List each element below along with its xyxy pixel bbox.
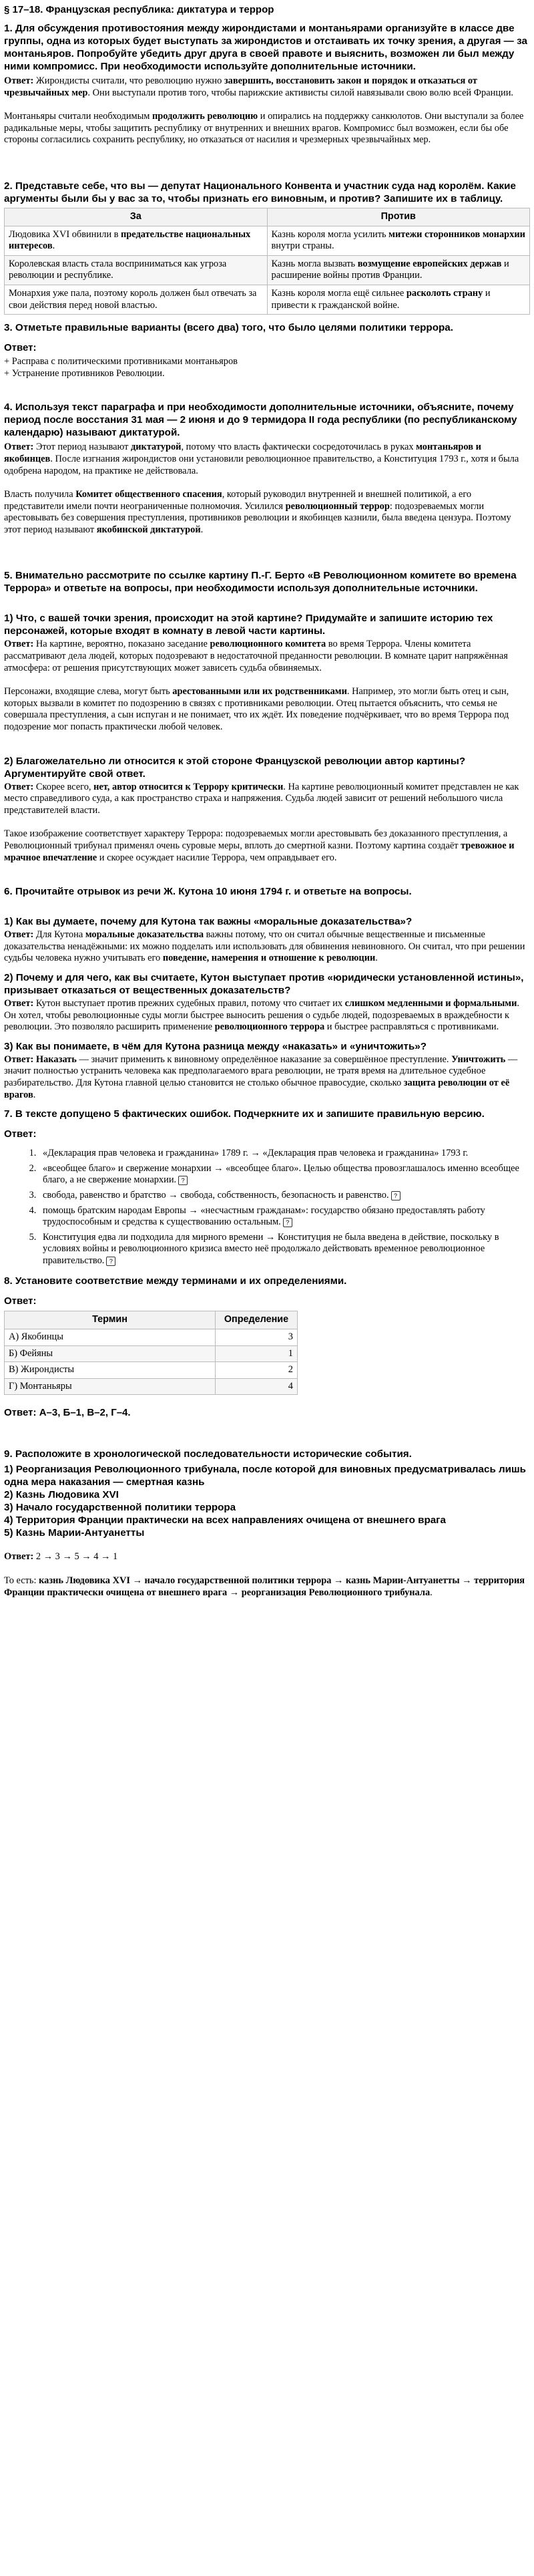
question-3: 3. Отметьте правильные варианты (всего два) того, что было целями политики террора. bbox=[4, 322, 453, 334]
question-4: 4. Используя текст параграфа и при необходимости дополнительные источники, объясните, почему период после восстания 31 мая — 2 июня и до 9 термидора II года республики (по республиканскому календарю) называют диктатурой. bbox=[4, 401, 517, 439]
text: Жирондисты считали, что революцию нужно bbox=[33, 75, 224, 86]
bold-text: Наказать bbox=[35, 1054, 77, 1065]
question-7: 7. В тексте допущено 5 фактических ошибок. Подчеркните их и запишите правильную версию. bbox=[4, 1108, 485, 1120]
q8-final-answer: Ответ: А–3, Б–1, В–2, Г–4. bbox=[4, 1407, 131, 1419]
column-header-against: Против bbox=[267, 208, 530, 226]
text: . bbox=[430, 1587, 433, 1598]
column-header-definition: Определение bbox=[216, 1311, 298, 1329]
q5-subquestion-2: 2) Благожелательно ли относится к этой стороне Французской революции автор картины? Аргументируйте свой ответ. bbox=[4, 755, 466, 780]
question-1: 1. Для обсуждения противостояния между жирондистами и монтаньярами организуйте в классе две группы, одна из которых будет выступать за жирондистов и отстаивать их точку зрения, а другая — за монтаньяров. Попробуйте убедить друг друга в своей правоте и выяснить, возможен ли был между ними компромисс. При необходимости используйте дополнительные источники. bbox=[4, 23, 527, 72]
list-item bbox=[39, 1148, 530, 1160]
table-row bbox=[5, 226, 530, 255]
q4-answer-para-2 bbox=[4, 489, 530, 536]
q6-s1-answer bbox=[4, 929, 530, 965]
answer-label: Ответ: bbox=[4, 997, 34, 1009]
answer-label: Ответ: bbox=[4, 442, 34, 453]
q4-answer-para-1 bbox=[4, 442, 530, 477]
table-cell-for bbox=[5, 226, 268, 255]
q5-s1-para-1 bbox=[4, 639, 530, 674]
table-row bbox=[5, 1362, 298, 1379]
definition-cell: 2 bbox=[216, 1362, 298, 1379]
list-item bbox=[39, 1232, 530, 1267]
q6-s3-answer bbox=[4, 1054, 530, 1101]
list-item: + Расправа с политическими противниками монтаньяров bbox=[4, 356, 238, 367]
text: внутри страны. bbox=[271, 240, 334, 252]
bold-text: тревожное и мрачное впечатление bbox=[4, 840, 515, 863]
bold-text: расколоть страну bbox=[406, 287, 483, 299]
list-item: 4) Территория Франции практически на всех направлениях очищена от внешнего врага bbox=[4, 1514, 446, 1526]
answer-label: Ответ: bbox=[4, 75, 34, 86]
answer-label: Ответ: bbox=[4, 929, 34, 941]
text: Этот период называют bbox=[33, 442, 131, 453]
definition-cell: 1 bbox=[216, 1345, 298, 1362]
q1-answer-para-1 bbox=[4, 75, 530, 99]
text: «всеобщее благо» и свержение монархии → «всеобщее благо». Целью общества провозглашалось именно всеобщее благо, а не свержение монархии. bbox=[43, 1162, 519, 1186]
column-header-for: За bbox=[5, 208, 268, 226]
column-header-term: Термин bbox=[5, 1311, 216, 1329]
page-title: § 17–18. Французская республика: диктатура и террор bbox=[4, 4, 274, 15]
text: Людовика XVI обвинили в bbox=[9, 228, 121, 240]
definition-cell: 4 bbox=[216, 1378, 298, 1395]
bold-text: поведение, намерения и отношение к революции bbox=[162, 953, 376, 964]
help-icon[interactable]: ? bbox=[178, 1176, 188, 1185]
answer-label: Ответ: bbox=[4, 781, 34, 792]
bold-text: завершить, восстановить закон и порядок и отказаться от чрезвычайных мер bbox=[4, 75, 477, 98]
text: помощь братским народам Европы → «несчастным гражданам»: государство обязано предоставлять работу трудоспособным и средства к существованию остальным. bbox=[43, 1204, 485, 1228]
bold-text: монтаньяров и якобинцев bbox=[4, 442, 481, 464]
term-cell: А) Якобинцы bbox=[5, 1329, 216, 1346]
help-icon[interactable]: ? bbox=[391, 1191, 400, 1200]
list-item bbox=[39, 1190, 530, 1202]
term-cell: Г) Монтаньяры bbox=[5, 1378, 216, 1395]
text: То есть: bbox=[4, 1575, 39, 1587]
table-row bbox=[5, 1378, 298, 1395]
text: «Декларация прав человека и гражданина» 1789 г. → «Декларация прав человека и гражданина» 1793 г. bbox=[43, 1148, 469, 1159]
text: На картине, вероятно, показано заседание bbox=[33, 639, 210, 650]
list-item bbox=[39, 1205, 530, 1229]
text: . Он хотел, чтобы революционные суды могли быстрее выносить решения о судьбе людей, подозреваемых в враждебности к революции. Это позволяло расширить применение bbox=[4, 997, 520, 1033]
list-item: 5) Казнь Марии-Антуанетты bbox=[4, 1527, 145, 1539]
definition-cell: 3 bbox=[216, 1329, 298, 1346]
bold-text: слишком медленными и формальными bbox=[344, 997, 517, 1009]
bold-text: моральные доказательства bbox=[85, 929, 204, 941]
text: Для Кутона bbox=[33, 929, 85, 941]
text: и расширение войны против Франции. bbox=[271, 258, 509, 281]
text: Конституция едва ли подходила для мирного времени → Конституция не была введена в действие, поскольку в условиях войны и революционного кризиса вместо неё продолжало действовать временное революционное правительство. bbox=[43, 1231, 499, 1266]
text: Монархия уже пала, поэтому король должен был отвечать за свои действия перед новой властью. bbox=[9, 287, 257, 311]
bold-text: Комитет общественного спасения bbox=[75, 489, 222, 500]
text: во время Террора. Члены комитета рассматривают дела людей, которых подозревают в недостаточной преданности революции. В комнате царит напряжённая атмосфера: от решения присутствующих может зависеть судьба обвиняемых. bbox=[4, 639, 508, 673]
table-row bbox=[5, 285, 530, 314]
text: Казнь короля могла ещё сильнее bbox=[271, 287, 407, 299]
text: свобода, равенство и братство → свобода, собственность, безопасность и равенство. bbox=[43, 1189, 389, 1200]
text: — значит применить к виновному определённое наказание за совершённое преступление. bbox=[76, 1054, 452, 1065]
text: 2 → 3 → 5 → 4 → 1 bbox=[33, 1551, 118, 1563]
text: : подозреваемых могли арестовывать без совершения преступления, противников революции и якобинцев казнили, была введена цензура. Поэтому этот период называют bbox=[4, 500, 511, 535]
table-cell-for bbox=[5, 285, 268, 314]
table-cell-for bbox=[5, 255, 268, 285]
q6-s2-answer bbox=[4, 998, 530, 1033]
text: и скорее осуждает насилие Террора, чем оправдывает его. bbox=[97, 852, 337, 863]
term-cell: В) Жирондисты bbox=[5, 1362, 216, 1379]
text: . После изгнания жирондистов они установили революционное правительство, а Конституция 1793 г., хотя и была одобрена народом, на практике не действовала. bbox=[4, 453, 519, 476]
bold-text: продолжить революцию bbox=[152, 111, 258, 122]
text: , потому что власть фактически сосредоточилась в руках bbox=[181, 442, 417, 453]
q6-subquestion-1: 1) Как вы думаете, почему для Кутона так важны «моральные доказательства»? bbox=[4, 916, 413, 928]
table-row bbox=[5, 1329, 298, 1346]
text: . bbox=[200, 524, 204, 535]
text: Кутон выступает против прежних судебных правил, потому что считает их bbox=[33, 997, 345, 1009]
help-icon[interactable]: ? bbox=[106, 1257, 115, 1266]
bold-text: революционный террор bbox=[285, 500, 390, 512]
bold-text: возмущение европейских держав bbox=[357, 258, 502, 269]
text: и быстрее расправляться с противниками. bbox=[324, 1021, 499, 1033]
bold-text: нет, автор относится к Террору критически bbox=[93, 781, 284, 792]
text: . bbox=[375, 953, 378, 964]
bold-text: защита революции от её врагов bbox=[4, 1077, 510, 1100]
bold-text: предательстве национальных интересов bbox=[9, 228, 251, 252]
answer-label: Ответ: bbox=[4, 342, 37, 354]
arguments-table bbox=[4, 208, 530, 315]
term-cell: Б) Фейяны bbox=[5, 1345, 216, 1362]
text: важны потому, что он считал обычные вещественные и письменные доказательства ненадёжными: их можно подделать или использовать для обвинения невиновного. Он считал, что при решении судьбы человека нужно учитывать его bbox=[4, 929, 525, 964]
text: Королевская власть стала восприниматься как угроза революции и республике. bbox=[9, 258, 227, 281]
bold-text: арестованными или их родственниками bbox=[172, 686, 347, 697]
q5-subquestion-1: 1) Что, с вашей точки зрения, происходит на этой картине? Придумайте и запишите историю тех персонажей, которые входят в комнату в левой части картины. bbox=[4, 613, 493, 637]
table-cell-against bbox=[267, 226, 530, 255]
q9-events-list bbox=[4, 1463, 530, 1539]
q5-s1-para-2 bbox=[4, 686, 530, 733]
q3-answer-list bbox=[4, 356, 530, 379]
text: . На картине революционный комитет представлен не как место справедливого суда, а как пространство страха и напряжения. Судьба людей зависит от решений небольшого числа представителей власти. bbox=[4, 781, 519, 816]
table-row bbox=[5, 255, 530, 285]
answer-label: Ответ: bbox=[4, 1295, 37, 1307]
text: . Например, это могли быть отец и сын, которых вызвали в комитет по подозрению в связях с противниками революции. Отец пытается объяснить, что семья не совершала преступления, а сын испуган и не понимает, что их ждёт. Их поведение подчёркивает, что во время Террора под подозрение мог попасть практически любой человек. bbox=[4, 686, 509, 733]
bold-text: казнь Людовика XVI → начало государственной политики террора → казнь Марии-Антуанетты → территория Франции практически очищена от внешнего врага → реорганизация Революционного трибунала bbox=[4, 1575, 525, 1598]
text: Казнь могла вызвать bbox=[271, 258, 358, 269]
text: Такое изображение соответствует характеру Террора: подозреваемых могли арестовывать без доказанного преступления, а Революционный трибунал применял очень суровые меры, вплоть до смертной казни. Поэтому картина создаёт bbox=[4, 828, 508, 851]
list-item: 1) Реорганизация Революционного трибунала, после которой для виновных предусматривалась лишь одна мера наказания — смертная казнь bbox=[4, 1464, 526, 1488]
text: Власть получила bbox=[4, 489, 76, 500]
question-6: 6. Прочитайте отрывок из речи Ж. Кутона 10 июня 1794 г. и ответьте на вопросы. bbox=[4, 886, 412, 898]
matching-table bbox=[4, 1311, 298, 1395]
list-item: 3) Начало государственной политики террора bbox=[4, 1502, 236, 1514]
table-cell-against bbox=[267, 255, 530, 285]
q9-answer bbox=[4, 1551, 530, 1563]
text: , который руководил внутренней и внешней политикой, а его представители имели почти неограниченные полномочия. Усилился bbox=[4, 489, 472, 512]
question-8: 8. Установите соответствие между терминами и их определениями. bbox=[4, 1275, 347, 1287]
question-5: 5. Внимательно рассмотрите по ссылке картину П.-Г. Берто «В Революционном комитете во времена Террора» и ответьте на вопросы, при необходимости используя дополнительные источники. bbox=[4, 570, 517, 595]
q9-summary bbox=[4, 1575, 530, 1599]
q6-subquestion-2: 2) Почему и для чего, как вы считаете, Кутон выступает против «юридически установленной истины», призывает отказаться от вещественных доказательств? bbox=[4, 971, 524, 996]
bold-text: митежи сторонников монархии bbox=[388, 228, 525, 240]
question-2: 2. Представьте себе, что вы — депутат Национального Конвента и участник суда над королём. Какие аргументы были бы у вас за то, чтобы признать его виновным, и против? Запишите их в таблицу. bbox=[4, 180, 516, 204]
answer-label: Ответ: bbox=[4, 1054, 34, 1065]
text: Монтаньяры считали необходимым bbox=[4, 111, 153, 122]
text: Скорее всего, bbox=[33, 781, 94, 792]
text: . bbox=[52, 240, 55, 252]
text: . Они выступали против того, чтобы парижские активисты силой навязывали свою волю всей Франции. bbox=[87, 87, 514, 98]
list-item: + Устранение противников Революции. bbox=[4, 367, 165, 379]
list-item: 2) Казнь Людовика XVI bbox=[4, 1489, 119, 1501]
bold-text: Уничтожить bbox=[451, 1054, 506, 1065]
bold-text: революционного террора bbox=[214, 1021, 325, 1033]
text: и опирались на поддержку санкюлотов. Они выступали за более радикальные меры, чтобы защитить республику от внутренних и внешних врагов. Компромисс был возможен, если бы обе стороны согласились сохранить республику, но отказаться от насилия и чрезмерных чрезвычайных мер. bbox=[4, 111, 524, 146]
text: Казнь короля могла усилить bbox=[271, 228, 389, 240]
q5-s2-para-1 bbox=[4, 782, 530, 817]
text: . bbox=[33, 1089, 36, 1100]
text: — значит полностью устранить человека как предполагаемого врага революции, не тратя время на длительное судебное разбирательство. Для Кутона главной целью становится не столько обычное правосудие, сколько bbox=[4, 1054, 518, 1088]
answer-label: Ответ: bbox=[4, 1551, 34, 1563]
text: и привести к гражданской войне. bbox=[271, 287, 491, 311]
table-row bbox=[5, 1345, 298, 1362]
q7-corrections-list bbox=[4, 1148, 530, 1267]
q1-answer-para-2 bbox=[4, 111, 530, 146]
question-9: 9. Расположите в хронологической последовательности исторические события. bbox=[4, 1448, 412, 1460]
bold-text: революционного комитета bbox=[210, 639, 326, 650]
help-icon[interactable]: ? bbox=[283, 1218, 292, 1227]
text: Персонажи, входящие слева, могут быть bbox=[4, 686, 173, 697]
bold-text: якобинской диктатурой bbox=[96, 524, 201, 535]
table-cell-against bbox=[267, 285, 530, 314]
q6-subquestion-3: 3) Как вы понимаете, в чём для Кутона разница между «наказать» и «уничтожить»? bbox=[4, 1040, 427, 1052]
list-item bbox=[39, 1163, 530, 1186]
q5-s2-para-2 bbox=[4, 828, 530, 864]
answer-label: Ответ: bbox=[4, 639, 34, 650]
bold-text: диктатурой bbox=[130, 442, 182, 453]
answer-label: Ответ: bbox=[4, 1128, 37, 1140]
